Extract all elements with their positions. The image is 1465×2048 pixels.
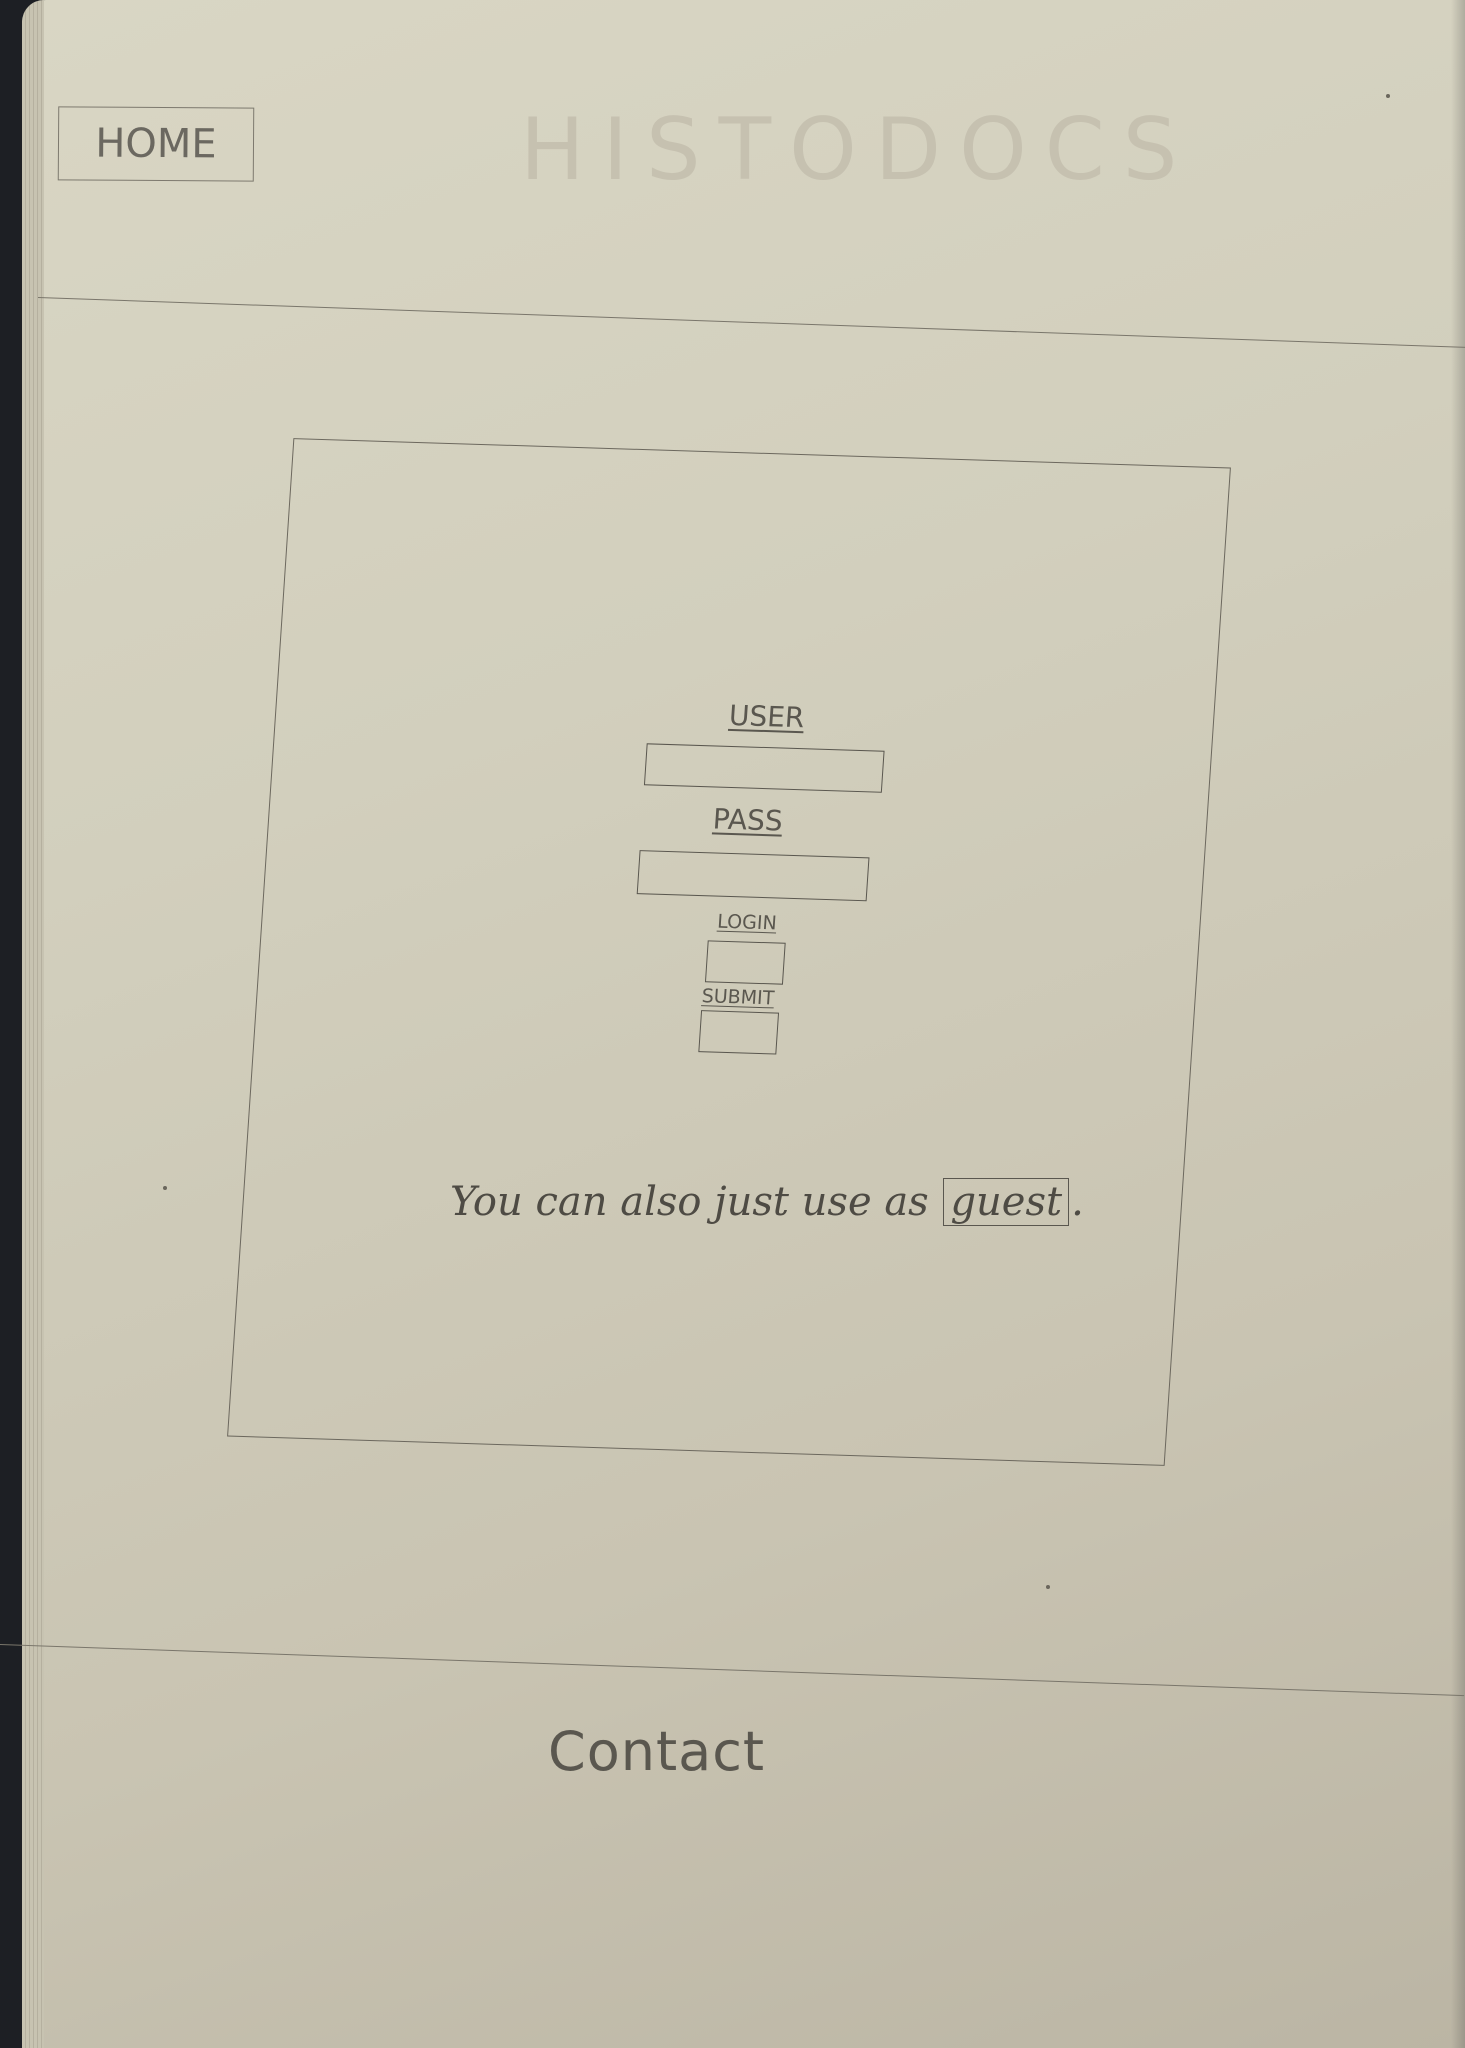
guest-prompt xyxy=(450,1178,1084,1226)
pencil-speck xyxy=(1046,1585,1050,1589)
pass-input[interactable] xyxy=(637,850,870,901)
login-panel xyxy=(227,438,1231,1466)
user-label: USER xyxy=(727,698,806,735)
guest-link[interactable]: guest xyxy=(943,1178,1069,1226)
submit-label: SUBMIT xyxy=(700,985,776,1010)
pass-label: PASS xyxy=(711,802,784,838)
pencil-speck xyxy=(163,1186,167,1190)
login-button[interactable] xyxy=(705,940,786,984)
home-button-label: HOME xyxy=(95,120,217,168)
login-label: LOGIN xyxy=(716,910,778,935)
submit-button[interactable] xyxy=(698,1010,779,1054)
login-panel-content xyxy=(228,439,1230,1465)
user-input[interactable] xyxy=(644,743,885,792)
guest-prompt-period: . xyxy=(1071,1179,1084,1225)
contact-link[interactable]: Contact xyxy=(548,1720,766,1783)
pencil-speck xyxy=(1386,94,1390,98)
paper-shadow xyxy=(1451,0,1465,2048)
home-button[interactable] xyxy=(58,106,255,181)
site-title: HISTODOCS xyxy=(520,100,1196,200)
guest-prompt-text: You can also just use as xyxy=(450,1179,929,1225)
notebook-page-edge xyxy=(22,0,44,2048)
